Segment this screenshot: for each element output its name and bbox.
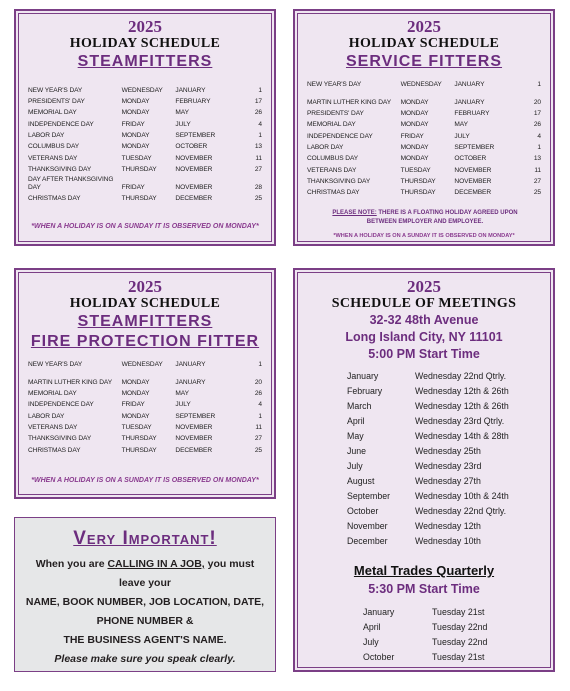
holiday-month: NOVEMBER bbox=[454, 166, 492, 174]
holiday-month: MAY bbox=[175, 109, 189, 117]
meeting-date: Tuesday 21st bbox=[432, 606, 485, 617]
holiday-row bbox=[307, 185, 541, 196]
holiday-row bbox=[28, 151, 262, 162]
important-title: Very Important! bbox=[73, 528, 217, 549]
holiday-row bbox=[28, 128, 262, 139]
holiday-weekday: THURSDAY bbox=[121, 435, 157, 443]
metal-trades-table bbox=[363, 604, 487, 664]
service-heading: HOLIDAY SCHEDULE bbox=[348, 36, 500, 51]
holiday-row bbox=[28, 117, 262, 128]
metal-trades-title: Metal Trades Quarterly bbox=[353, 563, 495, 578]
holiday-weekday: MONDAY bbox=[400, 143, 429, 151]
important-line-3: NAME, BOOK NUMBER, JOB LOCATION, DATE, bbox=[25, 596, 265, 608]
important-line-4: PHONE NUMBER & bbox=[96, 615, 194, 627]
holiday-name: NEW YEAR'S DAY bbox=[28, 360, 83, 368]
holiday-date: 13 bbox=[533, 155, 541, 163]
holiday-month: NOVEMBER bbox=[175, 165, 213, 173]
holiday-weekday: WEDNESDAY bbox=[400, 80, 442, 88]
meeting-date: Wednesday 12th & 26th bbox=[415, 400, 509, 411]
meeting-month: August bbox=[347, 475, 375, 486]
holiday-weekday: MONDAY bbox=[121, 131, 150, 139]
meeting-month: February bbox=[347, 385, 383, 396]
holiday-row bbox=[28, 409, 262, 420]
holiday-date: 17 bbox=[254, 98, 262, 106]
meetings-card bbox=[293, 268, 555, 672]
meeting-month: April bbox=[347, 415, 365, 426]
holiday-date: 25 bbox=[533, 189, 541, 197]
holiday-month: NOVEMBER bbox=[175, 183, 213, 191]
meeting-row bbox=[347, 398, 509, 413]
holiday-name: MEMORIAL DAY bbox=[28, 109, 77, 117]
steamfitters-title: STEAMFITTERS bbox=[77, 53, 213, 70]
meeting-month: December bbox=[347, 535, 388, 546]
holiday-name: CHRISTMAS DAY bbox=[28, 446, 81, 454]
meeting-date: Tuesday 22nd bbox=[432, 621, 488, 632]
holiday-name: LABOR DAY bbox=[307, 143, 344, 151]
holiday-date: 1 bbox=[537, 143, 541, 151]
important-line-1-underline: CALLING IN A JOB, bbox=[107, 558, 205, 570]
holiday-name: INDEPENDENCE DAY bbox=[28, 120, 94, 128]
holiday-weekday: MONDAY bbox=[400, 121, 429, 129]
fire-year: 2025 bbox=[128, 277, 162, 296]
holiday-name: INDEPENDENCE DAY bbox=[28, 401, 94, 409]
holiday-name: COLUMBUS DAY bbox=[28, 143, 80, 151]
holiday-name: PRESIDENTS' DAY bbox=[307, 110, 364, 118]
meeting-row bbox=[347, 383, 509, 398]
holiday-weekday: MONDAY bbox=[400, 110, 429, 118]
meeting-date: Wednesday 10th & 24th bbox=[415, 490, 509, 501]
meeting-row bbox=[363, 604, 487, 619]
holiday-date: 1 bbox=[258, 86, 262, 94]
meeting-row bbox=[347, 518, 509, 533]
holiday-row bbox=[28, 173, 262, 191]
holiday-month: JANUARY bbox=[454, 98, 485, 106]
holiday-date: 27 bbox=[254, 435, 262, 443]
holiday-month: OCTOBER bbox=[454, 155, 487, 163]
meeting-month: October bbox=[347, 505, 379, 516]
meeting-date: Wednesday 22nd Qtrly. bbox=[415, 505, 507, 516]
fire-table bbox=[28, 357, 262, 454]
holiday-name: MARTIN LUTHER KING DAY bbox=[307, 98, 392, 106]
meetings-address-2: Long Island City, NY 11101 bbox=[345, 330, 503, 344]
holiday-weekday: FRIDAY bbox=[121, 120, 145, 128]
meeting-date: Wednesday 23rd Qtrly. bbox=[415, 415, 505, 426]
holiday-month: NOVEMBER bbox=[175, 154, 213, 162]
meeting-date: Wednesday 12th bbox=[415, 520, 481, 531]
meeting-date: Wednesday 25th bbox=[415, 445, 481, 456]
holiday-weekday: MONDAY bbox=[121, 412, 150, 420]
holiday-row bbox=[28, 431, 262, 442]
holiday-row bbox=[307, 118, 541, 129]
holiday-row bbox=[307, 163, 541, 174]
holiday-row bbox=[307, 140, 541, 151]
service-note: *WHEN A HOLIDAY IS ON A SUNDAY IT IS OBSERVED ON MONDAY* bbox=[333, 233, 515, 239]
meetings-address-1: 32-32 48th Avenue bbox=[369, 313, 479, 327]
holiday-row bbox=[307, 88, 541, 106]
holiday-row bbox=[28, 139, 262, 150]
metal-trades-time: 5:30 PM Start Time bbox=[368, 582, 480, 596]
fire-protection-card bbox=[14, 268, 276, 499]
meeting-row bbox=[347, 428, 509, 443]
holiday-name: THANKSGIVING DAY bbox=[307, 177, 371, 185]
fire-note: *WHEN A HOLIDAY IS ON A SUNDAY IT IS OBSERVED ON MONDAY* bbox=[31, 477, 259, 484]
holiday-row bbox=[28, 443, 262, 454]
holiday-month: JULY bbox=[454, 132, 470, 140]
meeting-month: March bbox=[347, 400, 372, 411]
holiday-weekday: MONDAY bbox=[400, 155, 429, 163]
meetings-title: SCHEDULE OF MEETINGS bbox=[331, 296, 517, 311]
holiday-date: 27 bbox=[254, 165, 262, 173]
holiday-weekday: MONDAY bbox=[121, 98, 150, 106]
holiday-date: 26 bbox=[254, 390, 262, 398]
meeting-month: June bbox=[347, 445, 367, 456]
steamfitters-year: 2025 bbox=[128, 17, 162, 36]
meeting-month: July bbox=[363, 636, 379, 647]
meeting-date: Wednesday 14th & 28th bbox=[415, 430, 509, 441]
holiday-month: JULY bbox=[175, 120, 191, 128]
holiday-row bbox=[28, 191, 262, 202]
holiday-name: LABOR DAY bbox=[28, 412, 65, 420]
important-line-6: Please make sure you speak clearly. bbox=[54, 653, 236, 665]
meeting-row bbox=[363, 649, 487, 664]
holiday-date: 17 bbox=[533, 110, 541, 118]
holiday-month: JULY bbox=[175, 401, 191, 409]
holiday-weekday: THURSDAY bbox=[400, 189, 436, 197]
holiday-row bbox=[28, 386, 262, 397]
meeting-month: November bbox=[347, 520, 388, 531]
meeting-month: July bbox=[347, 460, 363, 471]
holiday-weekday: FRIDAY bbox=[121, 183, 145, 191]
holiday-row bbox=[28, 106, 262, 117]
meeting-month: October bbox=[363, 651, 395, 662]
meeting-month: April bbox=[363, 621, 381, 632]
fire-title-2: FIRE PROTECTION FITTER bbox=[30, 333, 260, 350]
holiday-name: VETERANS DAY bbox=[28, 154, 78, 162]
holiday-weekday: MONDAY bbox=[121, 390, 150, 398]
holiday-weekday: WEDNESDAY bbox=[121, 360, 163, 368]
holiday-date: 26 bbox=[254, 109, 262, 117]
holiday-month: FEBRUARY bbox=[454, 110, 490, 118]
holiday-row bbox=[28, 357, 262, 368]
holiday-name: COLUMBUS DAY bbox=[307, 155, 359, 163]
meeting-date: Tuesday 21st bbox=[432, 651, 485, 662]
holiday-date: 11 bbox=[255, 154, 262, 162]
holiday-name: CHRISTMAS DAY bbox=[307, 189, 360, 197]
holiday-name: VETERANS DAY bbox=[28, 423, 78, 431]
meetings-table bbox=[347, 368, 509, 548]
holiday-month: DECEMBER bbox=[175, 446, 212, 454]
holiday-name: DAY AFTER THANKSGIVING DAY bbox=[28, 176, 114, 191]
holiday-month: NOVEMBER bbox=[454, 177, 492, 185]
holiday-month: JANUARY bbox=[175, 360, 206, 368]
important-line-1-post: you must bbox=[204, 558, 255, 570]
holiday-row bbox=[28, 83, 262, 94]
holiday-name: MEMORIAL DAY bbox=[307, 121, 356, 129]
holiday-month: DECEMBER bbox=[175, 195, 212, 203]
holiday-weekday: MONDAY bbox=[121, 378, 150, 386]
holiday-month: SEPTEMBER bbox=[175, 412, 216, 420]
holiday-name: THANKSGIVING DAY bbox=[28, 165, 92, 173]
holiday-weekday: FRIDAY bbox=[400, 132, 424, 140]
holiday-weekday: TUESDAY bbox=[121, 423, 152, 431]
holiday-row bbox=[28, 162, 262, 173]
holiday-date: 11 bbox=[534, 166, 541, 174]
holiday-month: MAY bbox=[454, 121, 468, 129]
holiday-name: MARTIN LUTHER KING DAY bbox=[28, 378, 113, 386]
meeting-date: Wednesday 10th bbox=[415, 535, 481, 546]
service-please-note bbox=[325, 209, 525, 227]
important-line-1-pre: When you are bbox=[35, 558, 108, 570]
holiday-row bbox=[307, 77, 541, 88]
steamfitters-heading: HOLIDAY SCHEDULE bbox=[69, 36, 221, 51]
holiday-weekday: MONDAY bbox=[400, 98, 429, 106]
holiday-name: THANKSGIVING DAY bbox=[28, 435, 92, 443]
holiday-month: JANUARY bbox=[454, 80, 485, 88]
fire-title-1: STEAMFITTERS bbox=[77, 313, 213, 330]
holiday-row bbox=[28, 398, 262, 409]
holiday-date: 26 bbox=[533, 121, 541, 129]
meeting-row bbox=[347, 503, 509, 518]
meeting-row bbox=[347, 458, 509, 473]
holiday-weekday: THURSDAY bbox=[121, 195, 157, 203]
steamfitters-note: *WHEN A HOLIDAY IS ON A SUNDAY IT IS OBSERVED ON MONDAY* bbox=[31, 223, 259, 230]
holiday-weekday: TUESDAY bbox=[400, 166, 431, 174]
holiday-date: 1 bbox=[258, 131, 262, 139]
holiday-date: 20 bbox=[254, 378, 262, 386]
important-line-1 bbox=[15, 555, 275, 574]
please-note-label: PLEASE NOTE: bbox=[332, 210, 377, 216]
service-title: SERVICE FITTERS bbox=[345, 53, 503, 70]
holiday-date: 1 bbox=[537, 80, 541, 88]
please-note-text: THERE IS A FLOATING HOLIDAY AGREED UPON BETWEEN EMPLOYER AND EMPLOYEE. bbox=[366, 210, 518, 225]
meeting-row bbox=[363, 634, 487, 649]
meeting-row bbox=[347, 488, 509, 503]
important-line-5: THE BUSINESS AGENT'S NAME. bbox=[63, 634, 227, 646]
holiday-weekday: THURSDAY bbox=[400, 177, 436, 185]
meeting-month: May bbox=[347, 430, 364, 441]
meetings-start-time: 5:00 PM Start Time bbox=[368, 347, 480, 361]
meeting-row bbox=[347, 533, 509, 548]
holiday-date: 1 bbox=[258, 412, 262, 420]
meeting-month: September bbox=[347, 490, 391, 501]
holiday-row bbox=[307, 151, 541, 162]
holiday-row bbox=[28, 420, 262, 431]
holiday-date: 1 bbox=[258, 360, 262, 368]
holiday-month: DECEMBER bbox=[454, 189, 491, 197]
holiday-row bbox=[307, 129, 541, 140]
meeting-row bbox=[347, 368, 509, 383]
holiday-date: 4 bbox=[258, 120, 262, 128]
holiday-name: NEW YEAR'S DAY bbox=[28, 86, 83, 94]
holiday-weekday: FRIDAY bbox=[121, 401, 145, 409]
holiday-date: 20 bbox=[533, 98, 541, 106]
holiday-month: JANUARY bbox=[175, 86, 206, 94]
holiday-date: 4 bbox=[258, 401, 262, 409]
holiday-month: OCTOBER bbox=[175, 143, 208, 151]
holiday-month: SEPTEMBER bbox=[454, 143, 495, 151]
holiday-date: 25 bbox=[254, 446, 262, 454]
meeting-date: Tuesday 22nd bbox=[432, 636, 488, 647]
meeting-date: Wednesday 12th & 26th bbox=[415, 385, 509, 396]
holiday-date: 25 bbox=[254, 195, 262, 203]
meeting-row bbox=[347, 413, 509, 428]
holiday-weekday: WEDNESDAY bbox=[121, 86, 163, 94]
holiday-row bbox=[28, 94, 262, 105]
holiday-date: 28 bbox=[254, 183, 262, 191]
holiday-month: NOVEMBER bbox=[175, 435, 213, 443]
holiday-name: VETERANS DAY bbox=[307, 166, 357, 174]
holiday-date: 11 bbox=[255, 423, 262, 431]
meeting-date: Wednesday 27th bbox=[415, 475, 481, 486]
meeting-row bbox=[363, 619, 487, 634]
holiday-weekday: MONDAY bbox=[121, 143, 150, 151]
holiday-weekday: MONDAY bbox=[121, 109, 150, 117]
holiday-row bbox=[28, 368, 262, 386]
steamfitters-table bbox=[28, 83, 262, 203]
fire-heading: HOLIDAY SCHEDULE bbox=[69, 296, 221, 311]
holiday-month: JANUARY bbox=[175, 378, 206, 386]
holiday-weekday: THURSDAY bbox=[121, 165, 157, 173]
important-notice bbox=[14, 517, 276, 672]
meeting-date: Wednesday 23rd bbox=[415, 460, 482, 471]
steamfitters-card bbox=[14, 9, 276, 246]
holiday-weekday: THURSDAY bbox=[121, 446, 157, 454]
holiday-name: INDEPENDENCE DAY bbox=[307, 132, 373, 140]
holiday-name: MEMORIAL DAY bbox=[28, 390, 77, 398]
meeting-month: January bbox=[363, 606, 395, 617]
holiday-month: NOVEMBER bbox=[175, 423, 213, 431]
meeting-date: Wednesday 22nd Qtrly. bbox=[415, 370, 507, 381]
meetings-year: 2025 bbox=[407, 277, 441, 296]
holiday-row bbox=[307, 106, 541, 117]
holiday-month: MAY bbox=[175, 390, 189, 398]
meeting-month: January bbox=[347, 370, 379, 381]
holiday-name: NEW YEAR'S DAY bbox=[307, 80, 362, 88]
holiday-name: LABOR DAY bbox=[28, 131, 65, 139]
meeting-row bbox=[347, 473, 509, 488]
holiday-month: FEBRUARY bbox=[175, 98, 211, 106]
holiday-name: CHRISTMAS DAY bbox=[28, 195, 81, 203]
holiday-date: 27 bbox=[533, 177, 541, 185]
holiday-date: 4 bbox=[537, 132, 541, 140]
holiday-name: PRESIDENTS' DAY bbox=[28, 98, 85, 106]
holiday-month: SEPTEMBER bbox=[175, 131, 216, 139]
meeting-row bbox=[347, 443, 509, 458]
important-line-2: leave your bbox=[119, 577, 171, 589]
holiday-date: 13 bbox=[254, 143, 262, 151]
service-year: 2025 bbox=[407, 17, 441, 36]
holiday-row bbox=[307, 174, 541, 185]
holiday-weekday: TUESDAY bbox=[121, 154, 152, 162]
service-table bbox=[307, 77, 541, 197]
service-fitters-card bbox=[293, 9, 555, 246]
